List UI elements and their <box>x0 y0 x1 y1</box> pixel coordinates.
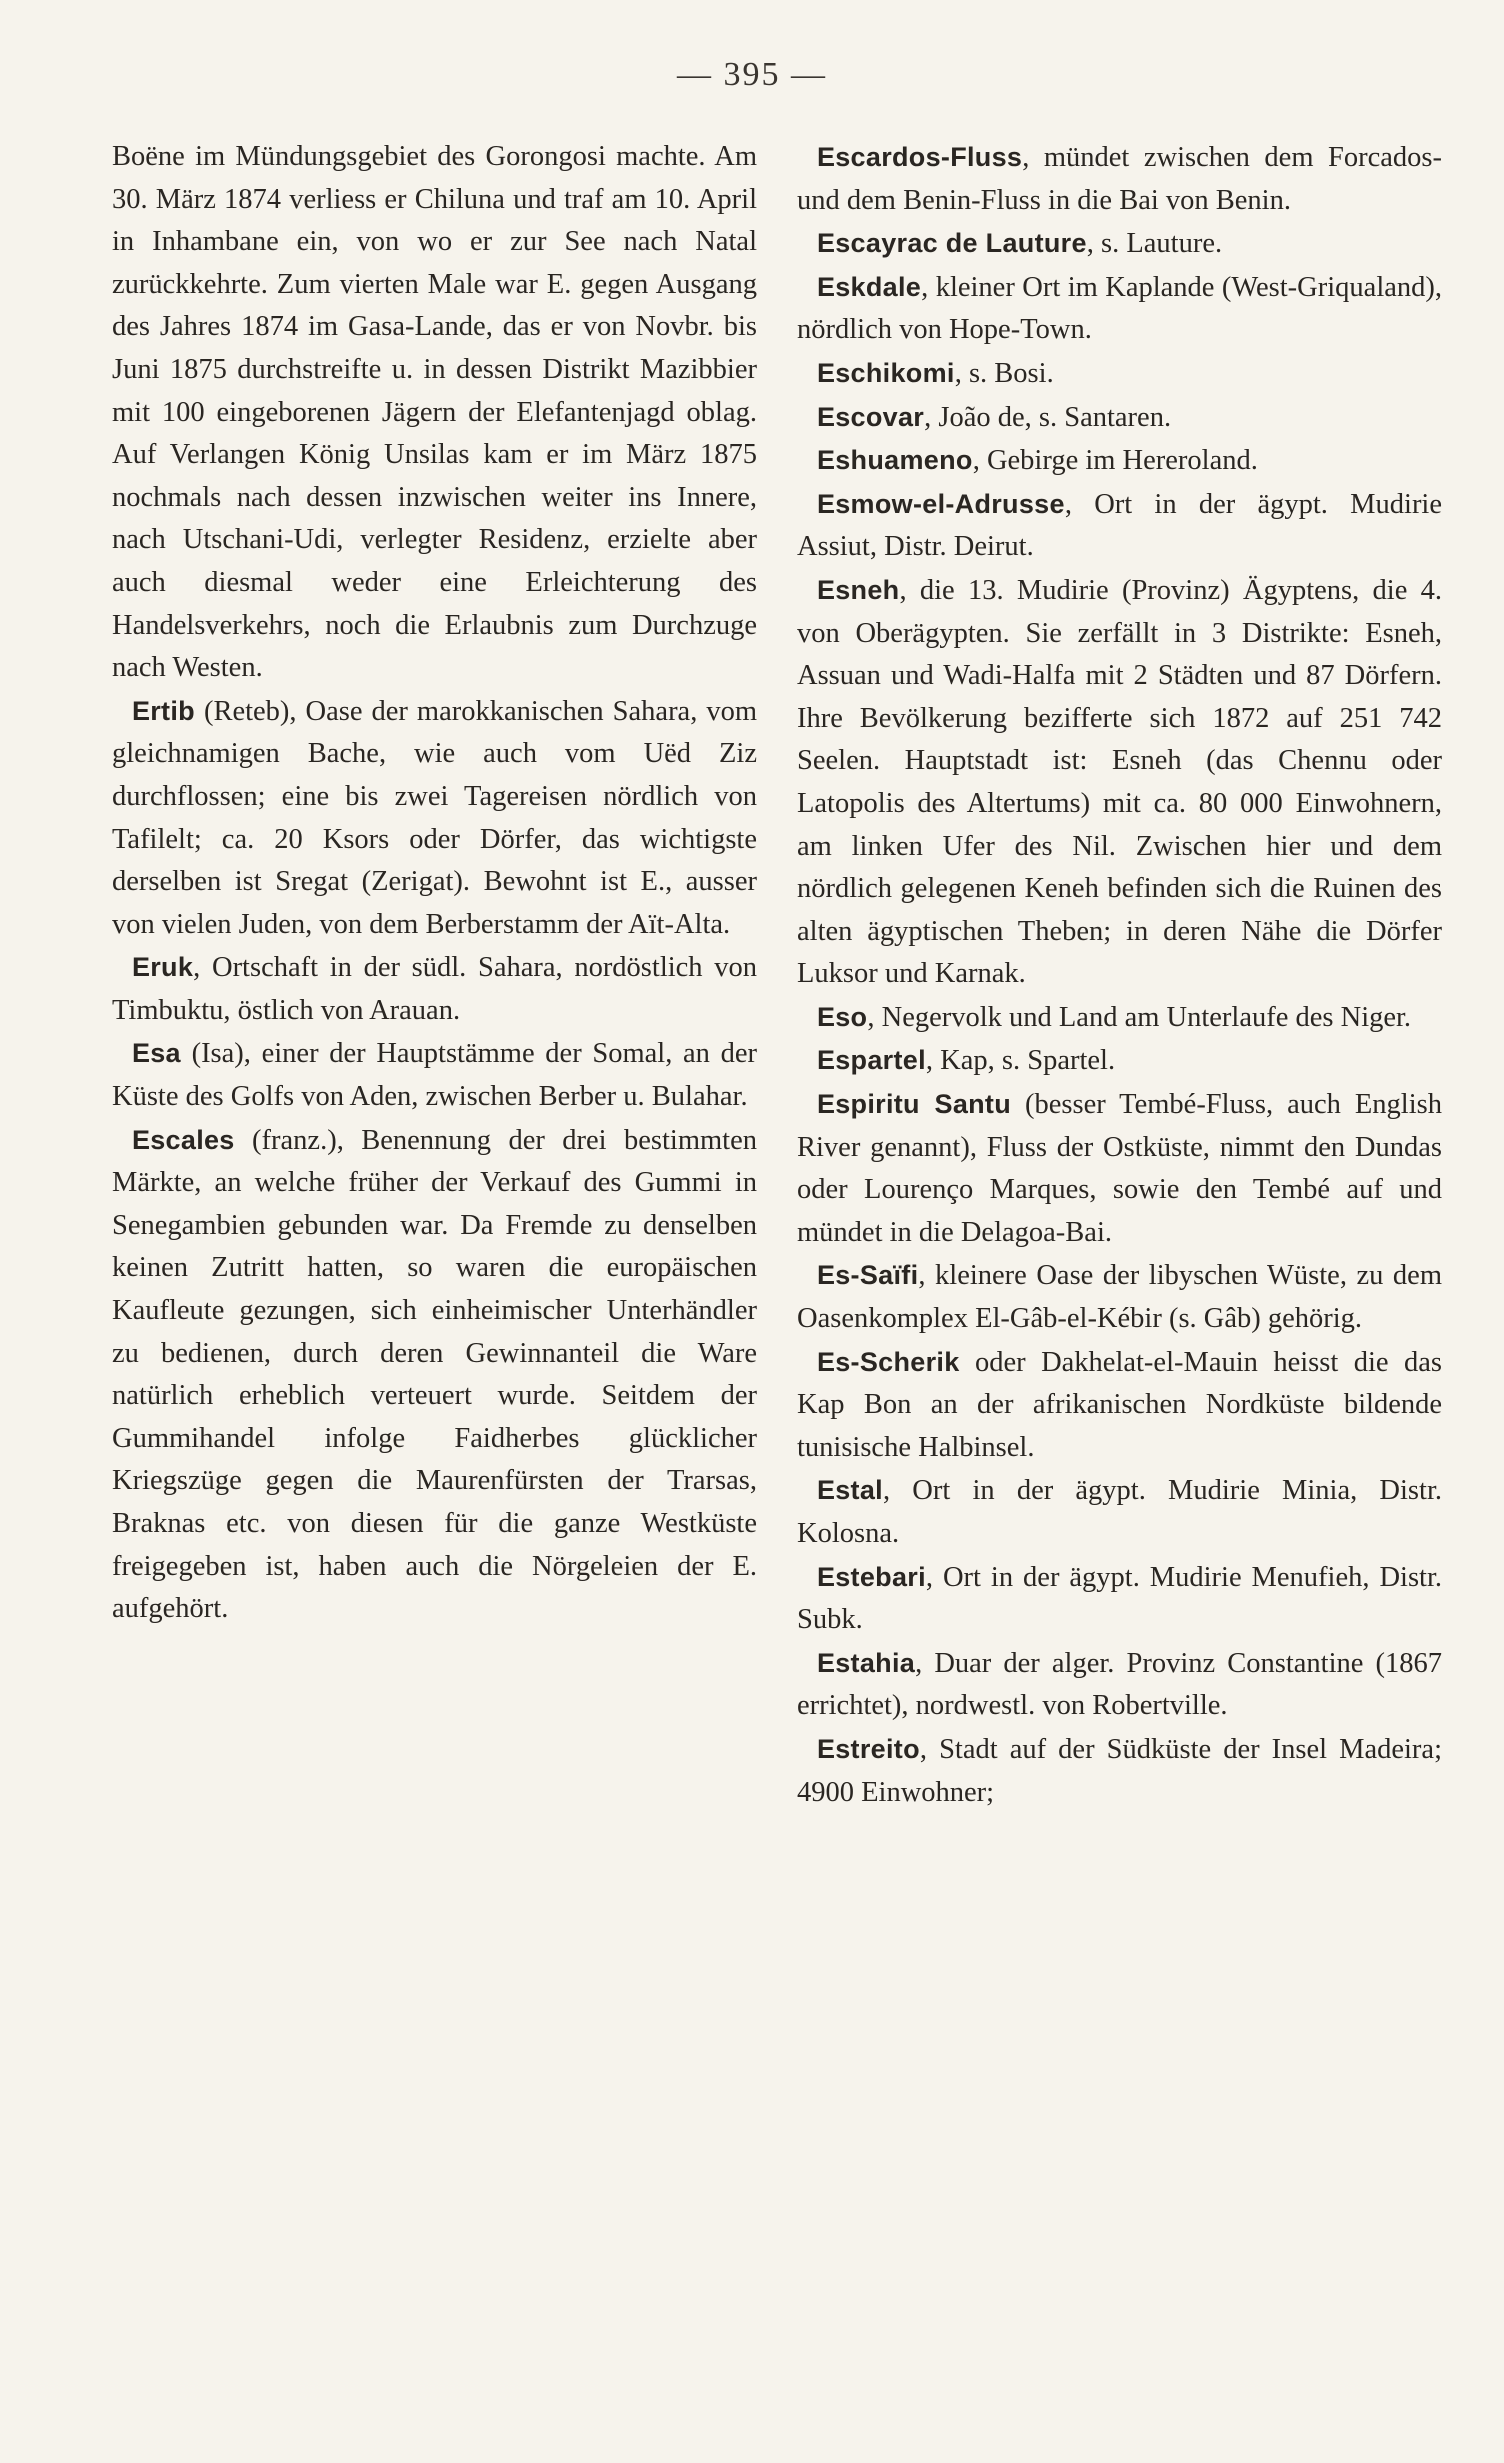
entry-headword: Es-Saïfi <box>816 1260 919 1291</box>
entry-headword: Eruk <box>131 952 194 983</box>
entry-headword: Espiritu Santu <box>816 1089 1012 1120</box>
entry-text: (franz.), Benennung der drei bestimmten Märkte, an welche früher der Verkauf des Gummi in Senegambien gebunden war. Da Fremde zu denselben keinen Zutritt hatten, so waren die europäischen Kaufleute gezungen, sich einheimischer Unterhändler zu bedienen, durch deren Gewinnanteil die Ware natürlich erheblich verteuert wurde. Seitdem der Gummihandel infolge Faidherbes glücklicher Kriegszüge gegen die Maurenfürsten der Trarsas, Braknas etc. von diesen für die ganze Westküste freigegeben ist, haben auch die Nörgeleien der E. aufgehört. <box>112 1124 757 1625</box>
entry-text: , Ortschaft in der südl. Sahara, nordöstlich von Timbuktu, östlich von Arauan. <box>112 952 757 1026</box>
entry <box>797 1642 1442 1728</box>
entry <box>797 483 1442 569</box>
entry <box>797 1254 1442 1340</box>
entry-headword: Ertib <box>131 695 195 726</box>
entry-text: , Stadt auf der Südküste der Insel Madeira; 4900 Einwohner; <box>797 1733 1442 1808</box>
entry-headword: Escales <box>131 1124 235 1155</box>
entry-headword: Estreito <box>816 1733 920 1764</box>
entry-text: , s. Lauture. <box>1086 228 1223 260</box>
left-column <box>112 136 757 1631</box>
entry-headword: Estal <box>816 1475 883 1506</box>
entry-text: , João de, s. Santaren. <box>924 401 1172 433</box>
entry-text: , Gebirge im Hereroland. <box>972 445 1258 477</box>
entry <box>797 569 1442 996</box>
entry <box>797 352 1442 396</box>
entry <box>797 266 1442 352</box>
entry-text: , Ort in der ägypt. Mudirie Menufieh, Distr. Subk. <box>797 1561 1442 1636</box>
entry-headword: Estahia <box>816 1647 916 1678</box>
entry <box>797 1083 1442 1254</box>
entry-text: (Reteb), Oase der marokkanischen Sahara, vom gleichnamigen Bache, wie auch vom Uëd Ziz durchflossen; eine bis zwei Tagereisen nördlich von Tafilelt; ca. 20 Ksors oder Dörfer, das wichtigste derselben ist Sregat (Zerigat). Bewohnt ist E., ausser von vielen Juden, von dem Berberstamm der Aït-Alta. <box>112 695 757 940</box>
entry <box>112 1119 757 1631</box>
entry-headword: Escovar <box>816 401 925 432</box>
page-number: — 395 — <box>677 56 827 93</box>
entry-headword: Escardos-Fluss <box>816 142 1023 172</box>
entry-headword: Eso <box>816 1001 868 1032</box>
entry <box>112 1032 757 1118</box>
entry-headword: Esmow-el-Adrusse <box>816 488 1065 519</box>
entry-text: , Negervolk und Land am Unterlaufe des Niger. <box>867 1001 1412 1033</box>
entry-text: (besser Tembé-Fluss, auch English River genannt), Fluss der Ostküste, nimmt den Dundas oder Lourenço Marques, sowie den Tembé auf und mündet in die Delagoa-Bai. <box>797 1089 1442 1248</box>
entry-text: , mündet zwischen dem Forcados- und dem Benin-Fluss in die Bai von Benin. <box>797 142 1442 216</box>
entry-headword: Escayrac de Lauture <box>816 228 1087 259</box>
entry <box>797 439 1442 483</box>
entry <box>797 1728 1442 1814</box>
entry-text: , Duar der alger. Provinz Constantine (1867 errichtet), nordwestl. von Robertville. <box>797 1647 1442 1722</box>
entry <box>797 1341 1442 1470</box>
entry-text: (Isa), einer der Hauptstämme der Somal, an der Küste des Golfs von Aden, zwischen Berber u. Bulahar. <box>112 1038 757 1113</box>
entry <box>797 1556 1442 1642</box>
entry <box>797 996 1442 1040</box>
entry <box>797 222 1442 266</box>
entry <box>797 1469 1442 1555</box>
entry <box>112 946 757 1032</box>
entry-text: Boëne im Mündungsgebiet des Gorongosi machte. Am 30. März 1874 verliess er Chiluna und traf am 10. April in Inhambane ein, von wo er zur See nach Natal zurückkehrte. Zum vierten Male war E. gegen Ausgang des Jahres 1874 im Gasa-Lande, das er von Novbr. bis Juni 1875 durchstreifte u. in dessen Distrikt Mazibbier mit 100 eingeborenen Jägern der Elefantenjagd oblag. Auf Verlangen König Unsilas kam er im März 1875 nochmals nach dessen inzwischen weiter ins Innere, nach Utschani-Udi, verlegter Residenz, erzielte aber auch diesmal weder eine Erleichterung des Handelsverkehrs, noch die Erlaubnis zum Durchzuge nach Westen. <box>112 141 757 684</box>
entry-continuation <box>112 136 757 690</box>
entry-text: , kleinere Oase der libyschen Wüste, zu dem Oasenkomplex El-Gâb-el-Kébir (s. Gâb) gehörig. <box>797 1260 1442 1335</box>
entry-headword: Eshuameno <box>816 445 973 476</box>
entry-text: , s. Bosi. <box>954 357 1054 389</box>
entry-text: , Ort in der ägypt. Mudirie Minia, Distr. Kolosna. <box>797 1475 1442 1549</box>
entry-headword: Eskdale <box>816 271 922 302</box>
entry-headword: Estebari <box>816 1561 926 1592</box>
entry-headword: Eschikomi <box>816 357 955 388</box>
entry-headword: Espartel <box>816 1045 926 1076</box>
entry-headword: Esa <box>131 1038 181 1069</box>
entry-text: , Kap, s. Spartel. <box>925 1045 1116 1077</box>
entry-text: , kleiner Ort im Kaplande (West-Griqualand), nördlich von Hope-Town. <box>797 271 1442 346</box>
entry-text: oder Dakhelat-el-Mauin heisst die das Kap Bon an der afrikanischen Nordküste bildende tunisische Halbinsel. <box>797 1346 1442 1463</box>
entry <box>797 1039 1442 1083</box>
entry-text: , Ort in der ägypt. Mudirie Assiut, Distr. Deirut. <box>797 488 1442 563</box>
entry-headword: Esneh <box>816 574 900 605</box>
entry <box>797 396 1442 440</box>
entry-text: , die 13. Mudirie (Provinz) Ägyptens, die 4. von Oberägypten. Sie zerfällt in 3 Distrikte: Esneh, Assuan und Wadi-Halfa mit 2 Städten und 87 Dörfern. Ihre Bevölkerung bezifferte sich 1872 auf 251 742 Seelen. Hauptstadt ist: Esneh (das Chennu oder Latopolis des Altertums) mit ca. 80 000 Einwohnern, am linken Ufer des Nil. Zwischen hier und dem nördlich gelegenen Keneh befinden sich die Ruinen des alten ägyptischen Theben; in deren Nähe die Dörfer Luksor und Karnak. <box>797 574 1442 990</box>
entry-headword: Es-Scherik <box>816 1346 960 1377</box>
entry <box>112 690 757 947</box>
right-column <box>797 136 1442 1814</box>
entry <box>797 136 1442 222</box>
